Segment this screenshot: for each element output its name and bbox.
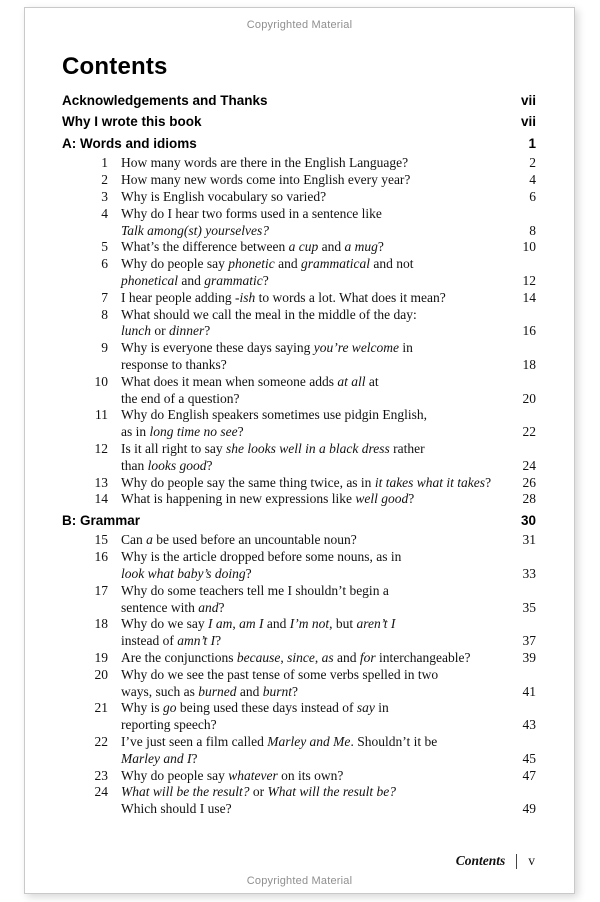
- text-segment: to words a lot. What does it mean?: [255, 289, 446, 305]
- entry-page: 10: [522, 239, 536, 255]
- entry-line: [121, 223, 502, 240]
- entry-page: 24: [522, 457, 536, 473]
- entry-line: [121, 357, 502, 374]
- text-segment: ,: [232, 616, 240, 632]
- toc-entry: [62, 667, 536, 701]
- entry-number: 3: [101, 188, 108, 204]
- entry-number: 2: [101, 172, 108, 188]
- italic-text-segment: well good: [355, 491, 409, 507]
- text-segment: at: [365, 373, 379, 389]
- text-segment: What does it mean when someone adds: [121, 373, 338, 389]
- entry-number: 15: [94, 532, 108, 548]
- text-segment: Why do people say the same thing twice, as in: [121, 474, 375, 490]
- text-segment: ?: [206, 457, 213, 473]
- entry-line: [121, 751, 502, 768]
- text-segment: Why is everyone these days saying: [121, 340, 314, 356]
- toc-entry: [62, 340, 536, 374]
- entry-page: 16: [522, 323, 536, 339]
- toc-entry: [62, 441, 536, 475]
- text-segment: ?: [377, 239, 384, 255]
- entry-line: [121, 768, 502, 785]
- text-segment: as in: [121, 424, 150, 440]
- text-segment: ?: [215, 633, 222, 649]
- toc-entry: [62, 206, 536, 240]
- text-segment: response to thanks?: [121, 356, 227, 372]
- entry-page: 45: [522, 750, 536, 766]
- entry-text: [121, 583, 502, 617]
- italic-text-segment: I am: [207, 616, 233, 632]
- entry-line: [121, 491, 502, 508]
- italic-text-segment: burnt: [262, 683, 293, 699]
- entry-line: [121, 684, 502, 701]
- toc-entry: [62, 475, 536, 492]
- entry-line: [121, 172, 502, 189]
- text-segment: ?: [237, 424, 244, 440]
- text-segment: ?: [292, 683, 299, 699]
- italic-text-segment: whatever: [228, 767, 278, 783]
- text-segment: and: [274, 256, 301, 272]
- italic-text-segment: a mug: [344, 239, 378, 255]
- italic-text-segment: for: [359, 650, 376, 665]
- entry-number: 8: [101, 306, 108, 322]
- entry-text: [121, 206, 502, 240]
- text-segment: sentence with: [121, 599, 199, 615]
- entry-page: 26: [522, 474, 536, 490]
- entry-text: [121, 768, 502, 785]
- entry-text: [121, 650, 502, 667]
- entry-number: 10: [94, 373, 108, 389]
- text-segment: on its own?: [277, 767, 344, 783]
- entry-number: 14: [94, 491, 108, 507]
- text-segment: What is happening in new expressions like: [121, 491, 356, 507]
- entry-number: 21: [94, 700, 108, 716]
- entry-page: 14: [522, 289, 536, 305]
- text-segment: and: [263, 616, 290, 632]
- entry-text: [121, 155, 502, 172]
- entry-text: [121, 532, 502, 549]
- entry-line: [121, 239, 502, 256]
- text-segment: ?: [245, 566, 252, 582]
- italic-text-segment: aren’t I: [356, 616, 396, 632]
- entry-line: [121, 600, 502, 617]
- text-segment: reporting speech?: [121, 717, 217, 733]
- text-segment: Which should I use?: [121, 801, 232, 817]
- entry-line: [121, 784, 502, 801]
- entry-line: [121, 667, 502, 684]
- text-segment: in: [374, 700, 389, 716]
- entry-text: [121, 256, 502, 290]
- entry-line: [121, 650, 502, 667]
- entry-number: 1: [101, 155, 108, 171]
- toc-entry: [62, 172, 536, 189]
- entry-page: 18: [522, 356, 536, 372]
- entry-number: 18: [94, 616, 108, 632]
- italic-text-segment: Marley and Me: [267, 733, 351, 749]
- toc-front-page: vii: [520, 114, 536, 130]
- page-title: Contents: [62, 53, 168, 80]
- toc-front-row: [62, 114, 536, 131]
- entry-line: [121, 458, 502, 475]
- text-segment: in: [399, 340, 413, 356]
- entry-page: 49: [522, 801, 536, 817]
- entry-text: [121, 784, 502, 818]
- text-segment: ?: [191, 750, 198, 766]
- entry-number: 12: [94, 440, 108, 456]
- entry-page: 20: [522, 390, 536, 406]
- entry-page: 41: [522, 683, 536, 699]
- toc-entry: [62, 307, 536, 341]
- page-content: [25, 53, 574, 818]
- italic-text-segment: you’re welcome: [313, 340, 400, 356]
- entry-number: 17: [94, 582, 108, 598]
- text-segment: ?: [262, 272, 269, 288]
- text-segment: ways, such as: [121, 683, 199, 699]
- italic-text-segment: Talk among(st) yourselves?: [121, 222, 269, 238]
- entry-text: [121, 491, 502, 508]
- entry-text: [121, 290, 502, 307]
- italic-text-segment: since: [287, 650, 315, 665]
- text-segment: Can: [121, 532, 147, 548]
- text-segment: . Shouldn’t it be: [350, 733, 438, 749]
- entry-number: 5: [101, 239, 108, 255]
- italic-text-segment: it takes what it takes: [374, 474, 486, 490]
- entry-number: 6: [101, 256, 108, 272]
- entry-page: 43: [522, 717, 536, 733]
- entry-number: 7: [101, 289, 108, 305]
- toc-section-heading: [62, 513, 536, 530]
- text-segment: being used these days instead of: [176, 700, 357, 716]
- italic-text-segment: am I: [239, 616, 264, 632]
- text-segment: than: [121, 457, 148, 473]
- entry-line: [121, 616, 502, 633]
- text-segment: Why do English speakers sometimes use pidgin English,: [121, 407, 427, 423]
- italic-text-segment: a cup: [288, 239, 319, 255]
- italic-text-segment: long time no see: [149, 424, 238, 440]
- text-segment: ,: [314, 650, 322, 665]
- toc-entry: [62, 189, 536, 206]
- text-segment: and: [318, 239, 345, 255]
- toc-entry: [62, 256, 536, 290]
- entry-text: [121, 340, 502, 374]
- text-segment: Why do we see the past tense of some verbs spelled in two: [121, 666, 439, 682]
- entry-text: [121, 374, 502, 408]
- entry-text: [121, 307, 502, 341]
- italic-text-segment: go: [163, 700, 177, 716]
- entry-number: 19: [94, 650, 108, 665]
- italic-text-segment: looks good: [147, 457, 207, 473]
- italic-text-segment: she looks well in a black dress: [226, 440, 390, 456]
- entry-line: [121, 340, 502, 357]
- entry-text: [121, 475, 502, 492]
- footer-page-number: v: [528, 853, 535, 868]
- text-segment: interchangeable?: [375, 650, 471, 665]
- copyright-bottom-label: Copyrighted Material: [246, 875, 353, 887]
- text-segment: Are the conjunctions: [121, 650, 237, 665]
- entry-number: 9: [101, 340, 108, 356]
- text-segment: be used before an uncountable noun?: [152, 532, 357, 548]
- toc-section-label: B: Grammar: [62, 513, 141, 529]
- entry-text: [121, 700, 502, 734]
- entry-page: 47: [522, 767, 536, 783]
- entry-line: [121, 801, 502, 818]
- text-segment: Why is English vocabulary so varied?: [121, 188, 327, 204]
- italic-text-segment: because: [236, 650, 281, 665]
- italic-text-segment: burned: [198, 683, 237, 699]
- toc-entry: [62, 650, 536, 667]
- entry-page: 8: [529, 222, 536, 238]
- entry-line: [121, 307, 502, 324]
- text-segment: ,: [280, 650, 288, 665]
- entry-line: [121, 717, 502, 734]
- text-segment: , but: [329, 616, 357, 632]
- entry-number: 22: [94, 733, 108, 749]
- text-segment: How many new words come into English every year?: [121, 172, 411, 188]
- italic-text-segment: Marley and I: [121, 750, 192, 766]
- text-segment: ?: [408, 491, 415, 507]
- entry-text: [121, 407, 502, 441]
- text-segment: and not: [369, 256, 414, 272]
- text-segment: ?: [485, 474, 492, 490]
- text-segment: Why do some teachers tell me I shouldn’t begin a: [121, 582, 389, 598]
- entry-line: [121, 206, 502, 223]
- text-segment: Why do we say: [121, 616, 208, 632]
- text-segment: Why do I hear two forms used in a sentence like: [121, 205, 382, 221]
- toc-list: [62, 93, 536, 818]
- text-segment: the end of a question?: [121, 390, 240, 406]
- text-segment: ?: [204, 323, 211, 339]
- italic-text-segment: a: [146, 532, 153, 548]
- text-segment: or: [249, 784, 268, 800]
- entry-number: 4: [101, 205, 108, 221]
- text-segment: How many words are there in the English Language?: [121, 155, 409, 171]
- text-segment: Is it all right to say: [121, 440, 226, 456]
- italic-text-segment: What will the result be?: [267, 784, 396, 800]
- toc-entry: [62, 290, 536, 307]
- entry-line: [121, 734, 502, 751]
- text-segment: I’ve just seen a film called: [121, 733, 268, 749]
- text-segment: and: [178, 272, 205, 288]
- italic-text-segment: at all: [337, 373, 366, 389]
- entry-text: [121, 667, 502, 701]
- text-segment: What should we call the meal in the middle of the day:: [121, 306, 417, 322]
- italic-text-segment: amn’t I: [177, 633, 216, 649]
- toc-entry: [62, 239, 536, 256]
- text-segment: Why is the article dropped before some nouns, as in: [121, 549, 402, 565]
- text-segment: and: [333, 650, 360, 665]
- toc-front-page: vii: [520, 93, 536, 108]
- entry-line: [121, 424, 502, 441]
- footer-contents-label: Contents: [455, 853, 506, 868]
- entry-page: 35: [522, 599, 536, 615]
- entry-text: [121, 549, 502, 583]
- entry-line: [121, 323, 502, 340]
- toc-entry: [62, 583, 536, 617]
- book-page: [24, 7, 575, 894]
- entry-page: 33: [522, 566, 536, 582]
- entry-line: [121, 256, 502, 273]
- toc-section-label: A: Words and idioms: [62, 136, 197, 152]
- text-segment: and: [236, 683, 263, 699]
- toc-entry: [62, 784, 536, 818]
- entry-line: [121, 566, 502, 583]
- toc-entry: [62, 407, 536, 441]
- italic-text-segment: dinner: [169, 323, 205, 339]
- toc-front-label: Why I wrote this book: [62, 114, 202, 130]
- italic-text-segment: -ish: [234, 289, 256, 305]
- entry-line: [121, 549, 502, 566]
- entry-text: [121, 172, 502, 189]
- copyright-top-label: Copyrighted Material: [246, 19, 353, 31]
- text-segment: instead of: [121, 633, 178, 649]
- text-segment: rather: [389, 440, 425, 456]
- text-segment: ?: [218, 599, 225, 615]
- toc-entry: [62, 549, 536, 583]
- italic-text-segment: and: [198, 599, 219, 615]
- entry-number: 20: [94, 666, 108, 682]
- entry-text: [121, 239, 502, 256]
- italic-text-segment: phonetic: [228, 256, 275, 272]
- entry-page: 12: [522, 272, 536, 288]
- toc-section-page: 1: [528, 136, 536, 152]
- toc-front-label: Acknowledgements and Thanks: [62, 93, 268, 108]
- italic-text-segment: phonetical: [121, 272, 178, 288]
- entry-number: 23: [94, 767, 108, 783]
- page-footer: [456, 853, 535, 869]
- toc-entry: [62, 616, 536, 650]
- toc-entry: [62, 374, 536, 408]
- italic-text-segment: look what baby’s doing: [121, 566, 246, 582]
- entry-number: 24: [94, 784, 108, 800]
- entry-line: [121, 374, 502, 391]
- entry-number: 13: [94, 474, 108, 490]
- italic-text-segment: as: [321, 650, 334, 665]
- entry-line: [121, 633, 502, 650]
- text-segment: I hear people adding: [121, 289, 235, 305]
- footer-divider: [516, 854, 517, 869]
- toc-entry: [62, 155, 536, 172]
- entry-text: [121, 441, 502, 475]
- entry-page: 4: [529, 172, 536, 188]
- toc-entry: [62, 734, 536, 768]
- entry-number: 16: [94, 549, 108, 565]
- text-segment: Why do people say: [121, 767, 229, 783]
- entry-line: [121, 532, 502, 549]
- toc-entry: [62, 700, 536, 734]
- entry-page: 31: [522, 532, 536, 548]
- toc-section-page: 30: [520, 513, 536, 529]
- entry-line: [121, 189, 502, 206]
- italic-text-segment: lunch: [121, 323, 151, 339]
- text-segment: Why do people say: [121, 256, 229, 272]
- italic-text-segment: What will be the result?: [121, 784, 250, 800]
- toc-entry: [62, 532, 536, 549]
- entry-page: 37: [522, 633, 536, 649]
- entry-number: 11: [95, 407, 108, 423]
- entry-line: [121, 155, 502, 172]
- entry-line: [121, 407, 502, 424]
- toc-entry: [62, 768, 536, 785]
- text-segment: or: [151, 323, 169, 339]
- entry-page: 39: [522, 650, 536, 665]
- text-segment: What’s the difference between: [121, 239, 289, 255]
- entry-line: [121, 391, 502, 408]
- entry-line: [121, 441, 502, 458]
- entry-page: 2: [529, 155, 536, 171]
- toc-section-heading: [62, 136, 536, 153]
- entry-text: [121, 734, 502, 768]
- entry-page: 6: [529, 188, 536, 204]
- italic-text-segment: say: [356, 700, 375, 716]
- entry-line: [121, 700, 502, 717]
- text-segment: Why is: [121, 700, 163, 716]
- entry-line: [121, 475, 502, 492]
- toc-entry: [62, 491, 536, 508]
- entry-page: 28: [522, 491, 536, 507]
- italic-text-segment: grammatical: [300, 256, 370, 272]
- italic-text-segment: grammatic: [204, 272, 263, 288]
- entry-text: [121, 189, 502, 206]
- entry-page: 22: [522, 424, 536, 440]
- entry-line: [121, 273, 502, 290]
- entry-line: [121, 583, 502, 600]
- toc-front-row: [62, 93, 536, 110]
- italic-text-segment: I’m not: [289, 616, 330, 632]
- entry-line: [121, 290, 502, 307]
- entry-text: [121, 616, 502, 650]
